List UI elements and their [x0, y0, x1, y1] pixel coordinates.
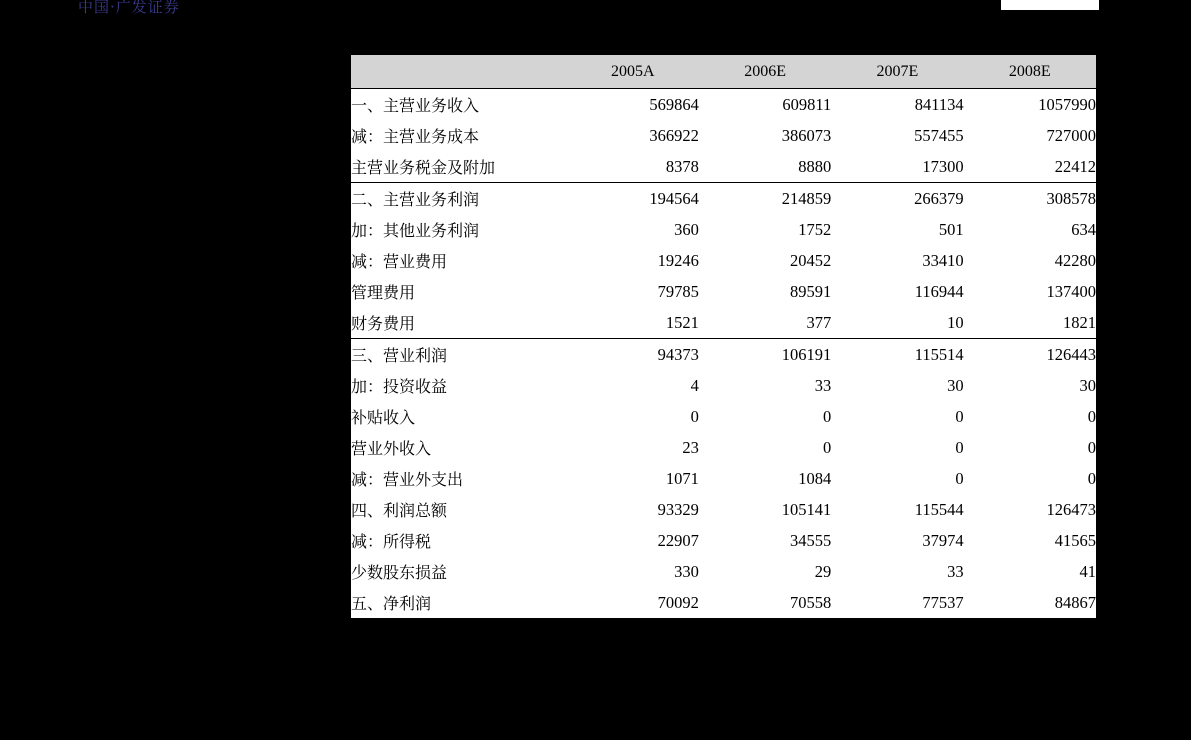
document-header-watermark: 中国·广发证券	[78, 0, 180, 14]
table-row	[351, 276, 1096, 307]
row-value: 41565	[1054, 530, 1096, 550]
table-row	[351, 494, 1096, 525]
row-value: 0	[823, 406, 832, 426]
table-row	[351, 401, 1096, 432]
row-value: 1057990	[964, 89, 1096, 121]
table-row	[351, 339, 1096, 371]
row-value: 84867	[964, 587, 1096, 619]
row-label: 财务费用	[351, 314, 416, 333]
column-header-item	[351, 55, 567, 89]
table-row	[351, 525, 1096, 556]
row-value: 115544	[914, 499, 964, 519]
row-label: 减：营业费用	[351, 252, 448, 271]
row-label: 补贴收入	[351, 408, 416, 427]
row-value: 37974	[922, 530, 964, 550]
table-row	[351, 89, 1096, 121]
row-value: 34555	[790, 530, 832, 550]
row-label: 减：主营业务成本	[351, 127, 480, 146]
row-value: 93329	[657, 499, 699, 519]
row-value: 29	[814, 561, 832, 581]
row-value: 727000	[1046, 125, 1096, 145]
row-value: 360	[674, 219, 699, 239]
row-value: 23	[682, 437, 699, 457]
row-value: 126443	[964, 339, 1096, 371]
row-value: 89591	[790, 281, 832, 301]
row-value: 105141	[781, 499, 832, 519]
row-label: 营业外收入	[351, 439, 432, 458]
row-value: 94373	[567, 339, 699, 371]
column-header-2008e: 2008E	[964, 55, 1096, 89]
row-label: 主营业务税金及附加	[351, 158, 496, 177]
row-value: 0	[1087, 468, 1096, 488]
row-value: 501	[938, 219, 964, 239]
table-row	[351, 587, 1096, 619]
row-value: 0	[955, 468, 964, 488]
row-label: 五、净利润	[351, 587, 567, 619]
table-row	[351, 183, 1096, 215]
table-row	[351, 151, 1096, 183]
header-white-block	[1001, 0, 1099, 10]
row-value: 20452	[790, 250, 832, 270]
row-value: 4	[690, 375, 699, 395]
row-value: 10	[947, 312, 964, 332]
row-value: 0	[690, 406, 699, 426]
row-label: 三、营业利润	[351, 339, 567, 371]
row-value: 330	[674, 561, 699, 581]
table-row	[351, 556, 1096, 587]
row-value: 0	[1087, 406, 1096, 426]
row-value: 194564	[567, 183, 699, 215]
table-row	[351, 463, 1096, 494]
row-value: 30	[947, 375, 964, 395]
financial-table-container	[351, 54, 1096, 619]
row-value: 266379	[831, 183, 963, 215]
row-value: 70558	[699, 587, 831, 619]
column-header-2006e: 2006E	[699, 55, 831, 89]
row-value: 1071	[665, 468, 699, 488]
row-value: 8880	[798, 156, 832, 176]
row-value: 106191	[699, 339, 831, 371]
row-value: 22907	[657, 530, 699, 550]
row-label: 减：营业外支出	[351, 470, 464, 489]
row-value: 0	[955, 437, 964, 457]
row-value: 8378	[665, 156, 699, 176]
row-value: 1521	[665, 312, 699, 332]
row-value: 841134	[831, 89, 963, 121]
row-value: 77537	[831, 587, 963, 619]
row-label: 少数股东损益	[351, 563, 448, 582]
row-value: 569864	[567, 89, 699, 121]
row-label: 加：投资收益	[351, 377, 448, 396]
row-value: 137400	[1046, 281, 1096, 301]
row-value: 377	[806, 312, 832, 332]
row-value: 33410	[922, 250, 964, 270]
row-value: 22412	[1054, 156, 1096, 176]
column-header-2005a: 2005A	[567, 55, 699, 89]
row-value: 1084	[798, 468, 832, 488]
row-value: 1752	[798, 219, 832, 239]
column-header-2007e: 2007E	[831, 55, 963, 89]
row-label: 加：其他业务利润	[351, 221, 480, 240]
row-value: 0	[1087, 437, 1096, 457]
row-value: 0	[823, 437, 832, 457]
row-value: 19246	[657, 250, 699, 270]
table-row	[351, 214, 1096, 245]
row-value: 33	[814, 375, 832, 395]
table-row	[351, 370, 1096, 401]
table-row	[351, 245, 1096, 276]
row-value: 70092	[567, 587, 699, 619]
row-value: 386073	[781, 125, 832, 145]
row-value: 366922	[649, 125, 699, 145]
table-row	[351, 307, 1096, 339]
row-value: 116944	[914, 281, 964, 301]
table-header-row	[351, 55, 1096, 89]
row-value: 17300	[922, 156, 964, 176]
row-value: 115514	[831, 339, 963, 371]
row-value: 42280	[1054, 250, 1096, 270]
row-value: 30	[1079, 375, 1096, 395]
row-value: 33	[947, 561, 964, 581]
row-label: 二、主营业务利润	[351, 183, 567, 215]
row-value: 308578	[964, 183, 1096, 215]
row-value: 557455	[914, 125, 964, 145]
row-label: 一、主营业务收入	[351, 89, 567, 121]
income-statement-table	[351, 54, 1096, 619]
table-row	[351, 432, 1096, 463]
row-value: 1821	[1063, 312, 1096, 332]
row-label: 管理费用	[351, 283, 416, 302]
table-header	[351, 55, 1096, 89]
table-row	[351, 120, 1096, 151]
row-value: 79785	[657, 281, 699, 301]
row-label: 减：所得税	[351, 532, 432, 551]
table-body	[351, 89, 1096, 619]
row-value: 126473	[1046, 499, 1096, 519]
row-value: 214859	[699, 183, 831, 215]
row-value: 0	[955, 406, 964, 426]
row-value: 41	[1079, 561, 1096, 581]
row-label: 四、利润总额	[351, 501, 448, 520]
row-value: 634	[1071, 219, 1096, 239]
row-value: 609811	[699, 89, 831, 121]
